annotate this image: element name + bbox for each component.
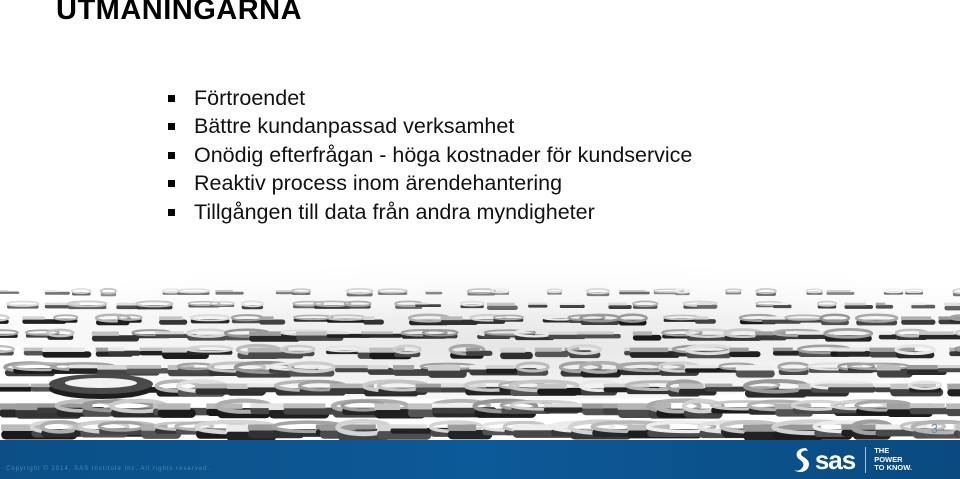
- bullet-text: Tillgången till data från andra myndigheter: [194, 199, 595, 224]
- tagline-line: TO KNOW.: [874, 463, 912, 473]
- tagline: [874, 447, 912, 473]
- square-bullet-icon: [168, 95, 175, 102]
- copyright-text: Copyright © 2014, SAS Institute Inc. All rights reserved.: [6, 466, 211, 472]
- bullet-text: Onödig efterfrågan - höga kostnader för kundservice: [194, 142, 693, 167]
- sas-swirl-icon: [791, 446, 813, 474]
- bullet-item: [168, 84, 692, 113]
- bullet-text: Förtroendet: [194, 85, 306, 110]
- tagline-line: THE: [874, 446, 890, 456]
- square-bullet-icon: [168, 152, 175, 159]
- square-bullet-icon: [168, 209, 175, 216]
- square-bullet-icon: [168, 123, 175, 130]
- logo-divider: [865, 447, 866, 473]
- tagline-line: POWER: [874, 454, 903, 464]
- bullet-item: [168, 113, 692, 142]
- bullet-text: Reaktiv process inom ärendehantering: [194, 171, 563, 196]
- sas-wordmark: sas: [814, 444, 856, 475]
- square-bullet-icon: [168, 180, 175, 187]
- page-number: 3: [930, 421, 938, 436]
- footer-bar: [0, 440, 960, 479]
- slide-title: UTMANINGARNA: [56, 0, 303, 26]
- bullet-item: [168, 141, 692, 170]
- sas-logo: [791, 445, 912, 475]
- scattered-digits-image: [0, 250, 960, 440]
- bullet-text: Bättre kundanpassad verksamhet: [194, 114, 515, 139]
- large-zero-digit: [49, 374, 153, 399]
- bullet-list: [168, 84, 692, 227]
- bullet-item: [168, 198, 692, 227]
- bullet-item: [168, 170, 692, 199]
